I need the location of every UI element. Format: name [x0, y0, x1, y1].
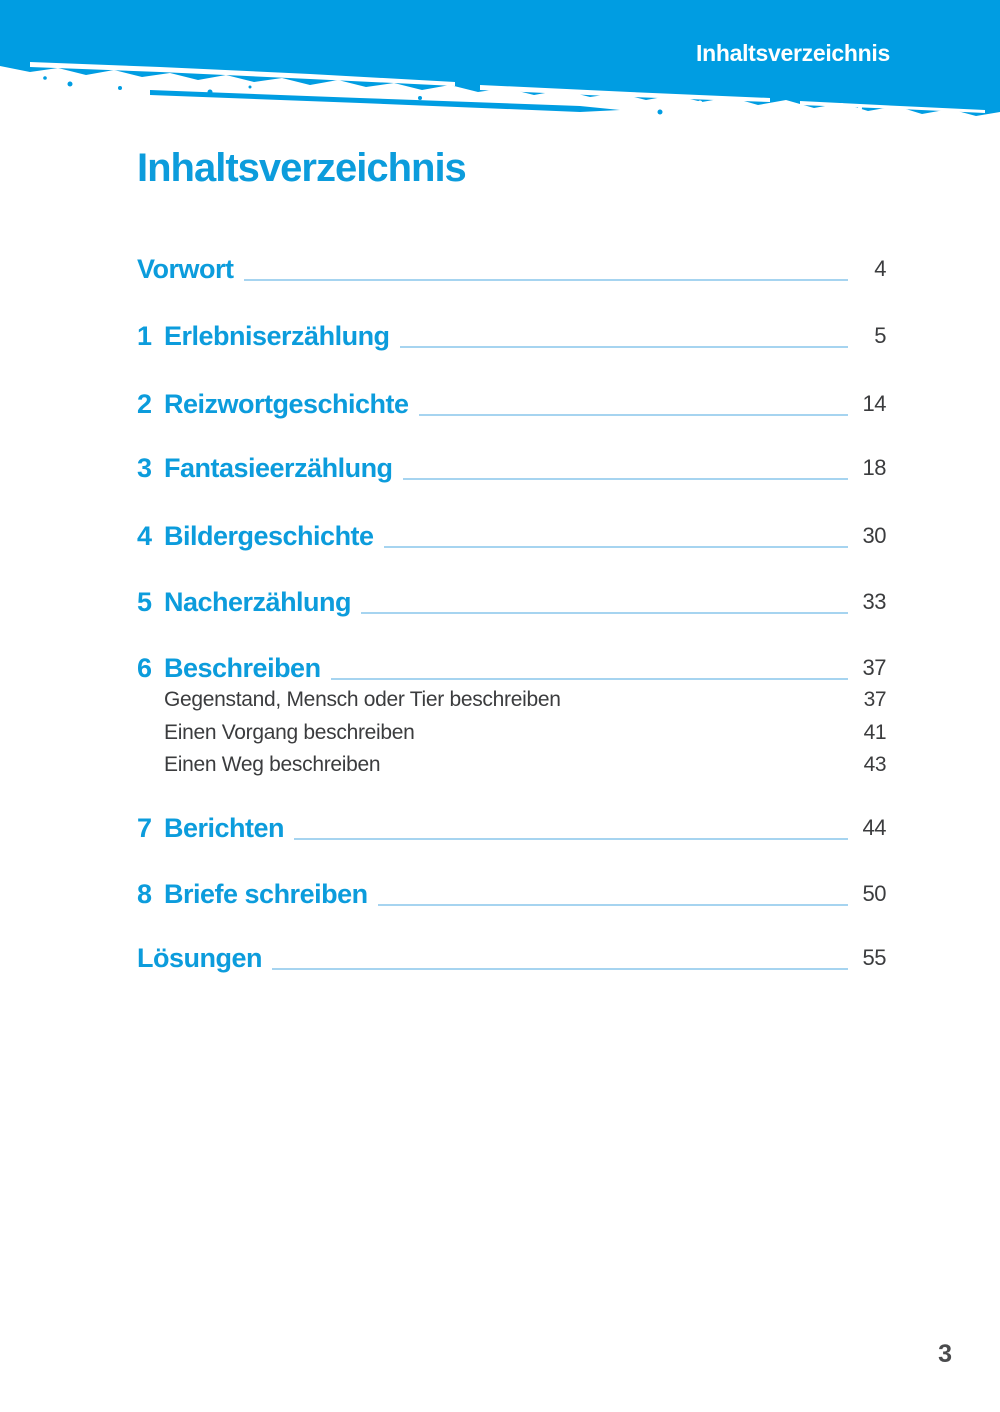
toc-entry-loesungen: [137, 942, 886, 974]
toc-leader-line: [244, 253, 849, 281]
toc-leader-line: [361, 586, 848, 614]
toc-subentry-label: Einen Weg beschreiben: [164, 753, 381, 776]
toc-entry-number: 6: [137, 653, 152, 683]
toc-entry-2: [137, 388, 886, 420]
toc-entry-page: 30: [862, 523, 886, 548]
page-number: 3: [938, 1340, 952, 1368]
toc-subentry-label: Einen Vorgang beschreiben: [164, 721, 415, 744]
toc-leader-line: [331, 652, 848, 680]
toc-entry-page: 37: [862, 655, 886, 680]
toc-subentry-page: 43: [863, 753, 886, 776]
toc-subentry-page: 41: [863, 721, 886, 744]
toc-entry-page: 18: [862, 455, 886, 480]
toc-leader-line: [419, 388, 848, 416]
toc-entry-5: [137, 586, 886, 618]
toc-entry-label: Briefe schreiben: [164, 879, 368, 909]
toc-entry-page: 44: [862, 815, 886, 840]
toc-entry-label: Vorwort: [137, 254, 234, 284]
toc-entry-number: 5: [137, 587, 152, 617]
toc-leader-line: [403, 452, 848, 480]
toc-entry-1: [137, 320, 886, 352]
toc-subentry-label: Gegenstand, Mensch oder Tier beschreiben: [164, 688, 561, 711]
toc-entry-page: 33: [862, 589, 886, 614]
toc-entry-page: 55: [862, 945, 886, 970]
toc-entry-8: [137, 878, 886, 910]
toc-subentry-page: 37: [863, 688, 886, 711]
toc-leader-line: [294, 812, 848, 840]
toc-entry-label: Nacherzählung: [164, 587, 352, 617]
toc-entry-number: 8: [137, 879, 152, 909]
toc-subentry-2: [137, 718, 886, 750]
toc-entry-page: 4: [874, 256, 886, 281]
toc-entry-7: [137, 812, 886, 844]
toc-entry-label: Fantasieerzählung: [164, 453, 393, 483]
toc-subentry-1: [137, 685, 886, 717]
toc-content: [137, 0, 886, 974]
toc-entry-label: Beschreiben: [164, 653, 321, 683]
toc-leader-line: [378, 878, 848, 906]
toc-subentry-3: [137, 750, 886, 782]
toc-entry-3: [137, 452, 886, 484]
toc-entry-label: Berichten: [164, 813, 285, 843]
toc-entry-page: 14: [862, 391, 886, 416]
toc-entry-4: [137, 520, 886, 552]
toc-leader-line: [400, 320, 848, 348]
toc-entry-page: 5: [874, 323, 886, 348]
toc-entry-label: Erlebniserzählung: [164, 321, 390, 351]
toc-entry-number: 2: [137, 389, 152, 419]
toc-entry-label: Reizwortgeschichte: [164, 389, 409, 419]
toc-entry-label: Bildergeschichte: [164, 521, 374, 551]
page-title: Inhaltsverzeichnis: [137, 146, 466, 190]
toc-entry-label: Lösungen: [137, 943, 262, 973]
running-head: Inhaltsverzeichnis: [695, 40, 890, 66]
toc-entry-number: 4: [137, 521, 152, 551]
toc-entry-page: 50: [862, 881, 886, 906]
toc-entry-number: 1: [137, 321, 152, 351]
toc-entry-number: 7: [137, 813, 152, 843]
toc-entry-vorwort: [137, 253, 886, 285]
toc-entry-number: 3: [137, 453, 152, 483]
toc-leader-line: [272, 942, 848, 970]
toc-leader-line: [384, 520, 848, 548]
toc-entry-6: [137, 652, 886, 684]
